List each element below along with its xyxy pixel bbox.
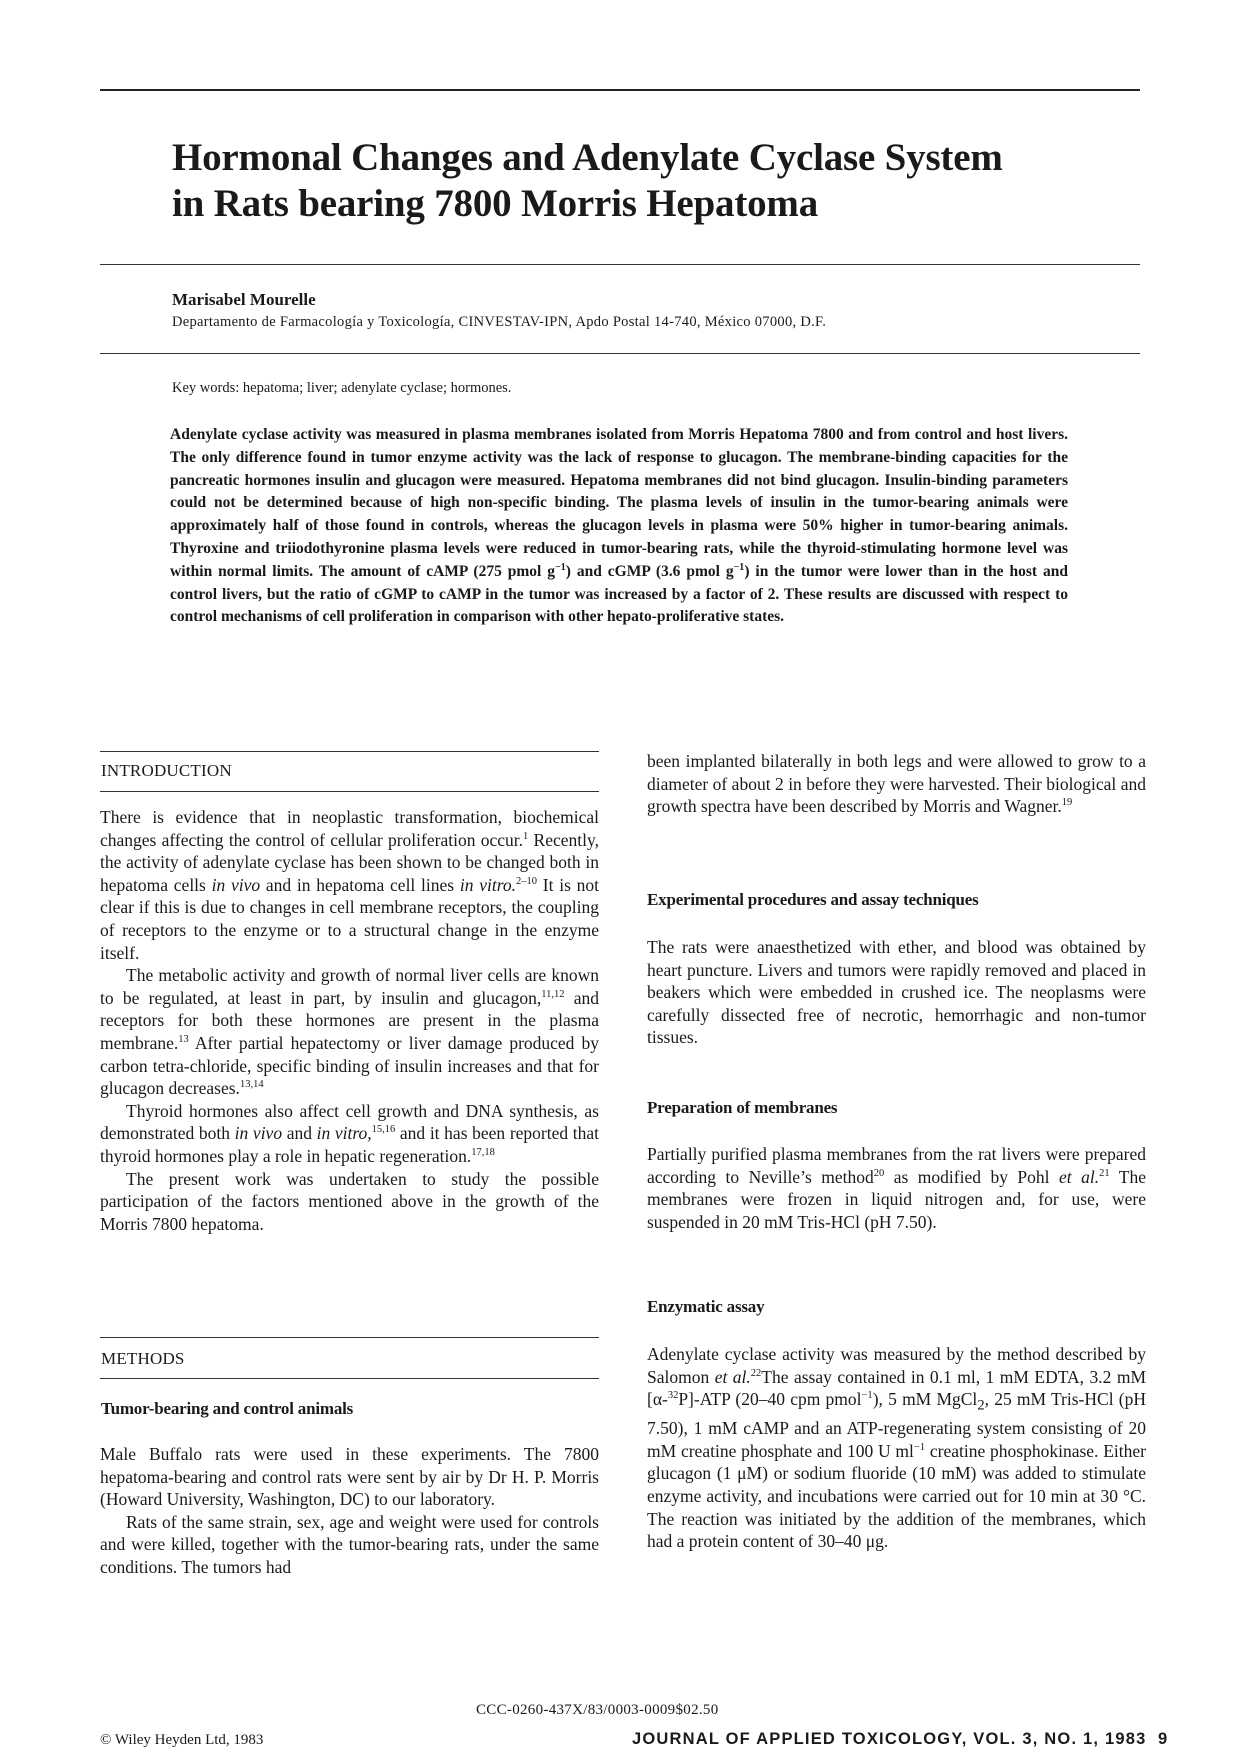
abstract-text-1: Adenylate cyclase activity was measured in plasma membranes isolated from Morris Hepatoma 7800 and from control and host livers. The only difference found in tumor enzyme activity was the lack of response to glucagon. The membrane-binding capacities for the pancreatic hormones insulin and glucagon were measured. Hepatoma membranes did not bind glucagon. Insulin-binding parameters could not be determined because of high non-specific binding. The plasma levels of insulin in the tumor-bearing animals were approximately half of those found in controls, whereas the glucagon levels in plasma were 50% higher in tumor-bearing animals. Thyroxine and triiodothyronine plasma levels were reduced in tumor-bearing rats, while the thyroid-stimulating hormone level was within normal limits. The amount of cAMP (275 pmol g	[170, 426, 1068, 580]
abstract-text-2: ) and cGMP (3.6 pmol g	[565, 562, 734, 580]
preparation-heading: Preparation of membranes	[647, 1098, 838, 1117]
article-title	[172, 135, 1132, 227]
experimental-body	[647, 936, 1146, 1049]
article-code: CCC-0260-437X/83/0003-0009$02.50	[476, 1702, 719, 1718]
abstract-sup-1: −1	[555, 561, 566, 573]
enzymatic-body	[647, 1343, 1146, 1553]
right-paragraph-1: been implanted bilaterally in both legs and were allowed to grow to a diameter of about 2 in before they were harvested. Their biological and growth spectra have been described by Morris and Wagner.$^{19}$	[647, 751, 1146, 817]
methods-paragraph-1: Male Buffalo rats were used in these experiments. The 7800 hepatoma-bearing and control rats were sent by air by Dr H. P. Morris (Howard University, Washington, DC) to our laboratory.	[100, 1444, 599, 1510]
top-rule	[100, 89, 1140, 91]
experimental-procedures-heading: Experimental procedures and assay techniques	[647, 890, 979, 909]
tumor-animals-heading: Tumor-bearing and control animals	[101, 1399, 354, 1418]
enzymatic-assay-heading: Enzymatic assay	[647, 1297, 765, 1316]
author-affiliation: Departamento de Farmacología y Toxicología, CINVESTAV-IPN, Apdo Postal 14-740, México 07000, D.F.	[172, 314, 827, 330]
right-paragraph-2: The rats were anaesthetized with ether, and blood was obtained by heart puncture. Livers and tumors were rapidly removed and placed in beakers which were embedded in crushed ice. The neoplasms were carefully dissected free of necrotic, hemorrhagic and non-tumor tissues.	[647, 937, 1146, 1048]
keywords: Key words: hepatoma; liver; adenylate cyclase; hormones.	[172, 380, 512, 396]
affiliation-rule	[100, 353, 1140, 354]
intro-rule-bottom	[100, 791, 599, 792]
right-paragraph-4: Adenylate cyclase activity was measured by the method described by Salomon et al.$^{22}$The assay contained in 0.1 ml, 1 mM EDTA, 3.2 mM [α-$^{32}$P]-ATP (20–40 cpm pmol$^{-1}$), 5 mM MgCl$_2$, 25 mM Tris-HCl (pH 7.50), 1 mM cAMP and an ATP-regenerating system consisting of 20 mM creatine phosphate and 100 U $ml^{-1}$ creatine phosphokinase. Either glucagon (1 μM) or sodium fluoride (10 mM) was added to stimulate enzyme activity, and incubations were carried out for 10 min at 30 °C. The reaction was initiated by the addition of the membranes, which had a protein content of 30–40 μg.	[647, 1344, 1147, 1552]
journal-name: JOURNAL OF APPLIED TOXICOLOGY, VOL. 3, NO. 1, 1983	[632, 1730, 1147, 1748]
title-rule	[100, 264, 1140, 265]
intro-paragraph-2: The metabolic activity and growth of normal liver cells are known to be regulated, at least in part, by insulin and glucagon,$^{11,12}$ and receptors for both these hormones are present in the plasma membrane.$^{13}$ After partial hepatectomy or liver damage produced by carbon tetra-chloride, specific binding of insulin increases and that for glucagon decreases.$^{13,14}$	[100, 965, 599, 1099]
methods-rule-top	[100, 1337, 599, 1338]
intro-heading: INTRODUCTION	[101, 761, 232, 780]
page-number: 9	[1158, 1730, 1169, 1748]
right-col-continuation	[647, 750, 1146, 818]
preparation-body	[647, 1143, 1146, 1233]
methods-rule-bottom	[100, 1378, 599, 1379]
title-line-2: in Rats bearing 7800 Morris Hepatoma	[172, 182, 818, 225]
title-line-1: Hormonal Changes and Adenylate Cyclase System	[172, 136, 1003, 179]
journal-line	[632, 1730, 1168, 1749]
abstract	[170, 424, 1068, 629]
methods-body	[100, 1443, 599, 1579]
copyright: © Wiley Heyden Ltd, 1983	[100, 1732, 264, 1748]
intro-body	[100, 806, 599, 1235]
right-paragraph-3: Partially purified plasma membranes from the rat livers were prepared according to Neville’s method$^{20}$ as modified by Pohl et al.$^{21}$ The membranes were frozen in liquid nitrogen and, for use, were suspended in 20 mM Tris-HCl (pH 7.50).	[647, 1144, 1146, 1232]
intro-paragraph-1: There is evidence that in neoplastic transformation, biochemical changes affecting the control of cellular proliferation occur.$^1$ Recently, the activity of adenylate cyclase has been shown to be changed both in hepatoma cells in vivo and in hepatoma cell lines in vitro.$^{2-10}$ It is not clear if this is due to changes in cell membrane receptors, the coupling of receptors to the enzyme or to a structural change in the enzyme itself.	[100, 807, 599, 963]
abstract-text-3: ) in the tumor were lower than in the host and control livers, but the ratio of cGMP to cAMP in the tumor was increased by a factor of 2. These results are discussed with respect to control mechanisms of cell proliferation in comparison with other hepato-proliferative states.	[170, 562, 1068, 626]
methods-paragraph-2: Rats of the same strain, sex, age and weight were used for controls and were killed, together with the tumor-bearing rats, under the same conditions. The tumors had	[100, 1511, 599, 1577]
methods-heading: METHODS	[101, 1349, 185, 1368]
intro-paragraph-4: The present work was undertaken to study the possible participation of the factors mentioned above in the growth of the Morris 7800 hepatoma.	[100, 1168, 599, 1234]
abstract-sup-2: −1	[733, 561, 745, 573]
intro-paragraph-3: Thyroid hormones also affect cell growth and DNA synthesis, as demonstrated both in vivo and in vitro,$^{15,16}$ and it has been reported that thyroid hormones play a role in hepatic regeneration.$^{17,18}$	[100, 1100, 599, 1166]
intro-rule-top	[100, 751, 599, 752]
author-name: Marisabel Mourelle	[172, 290, 316, 309]
